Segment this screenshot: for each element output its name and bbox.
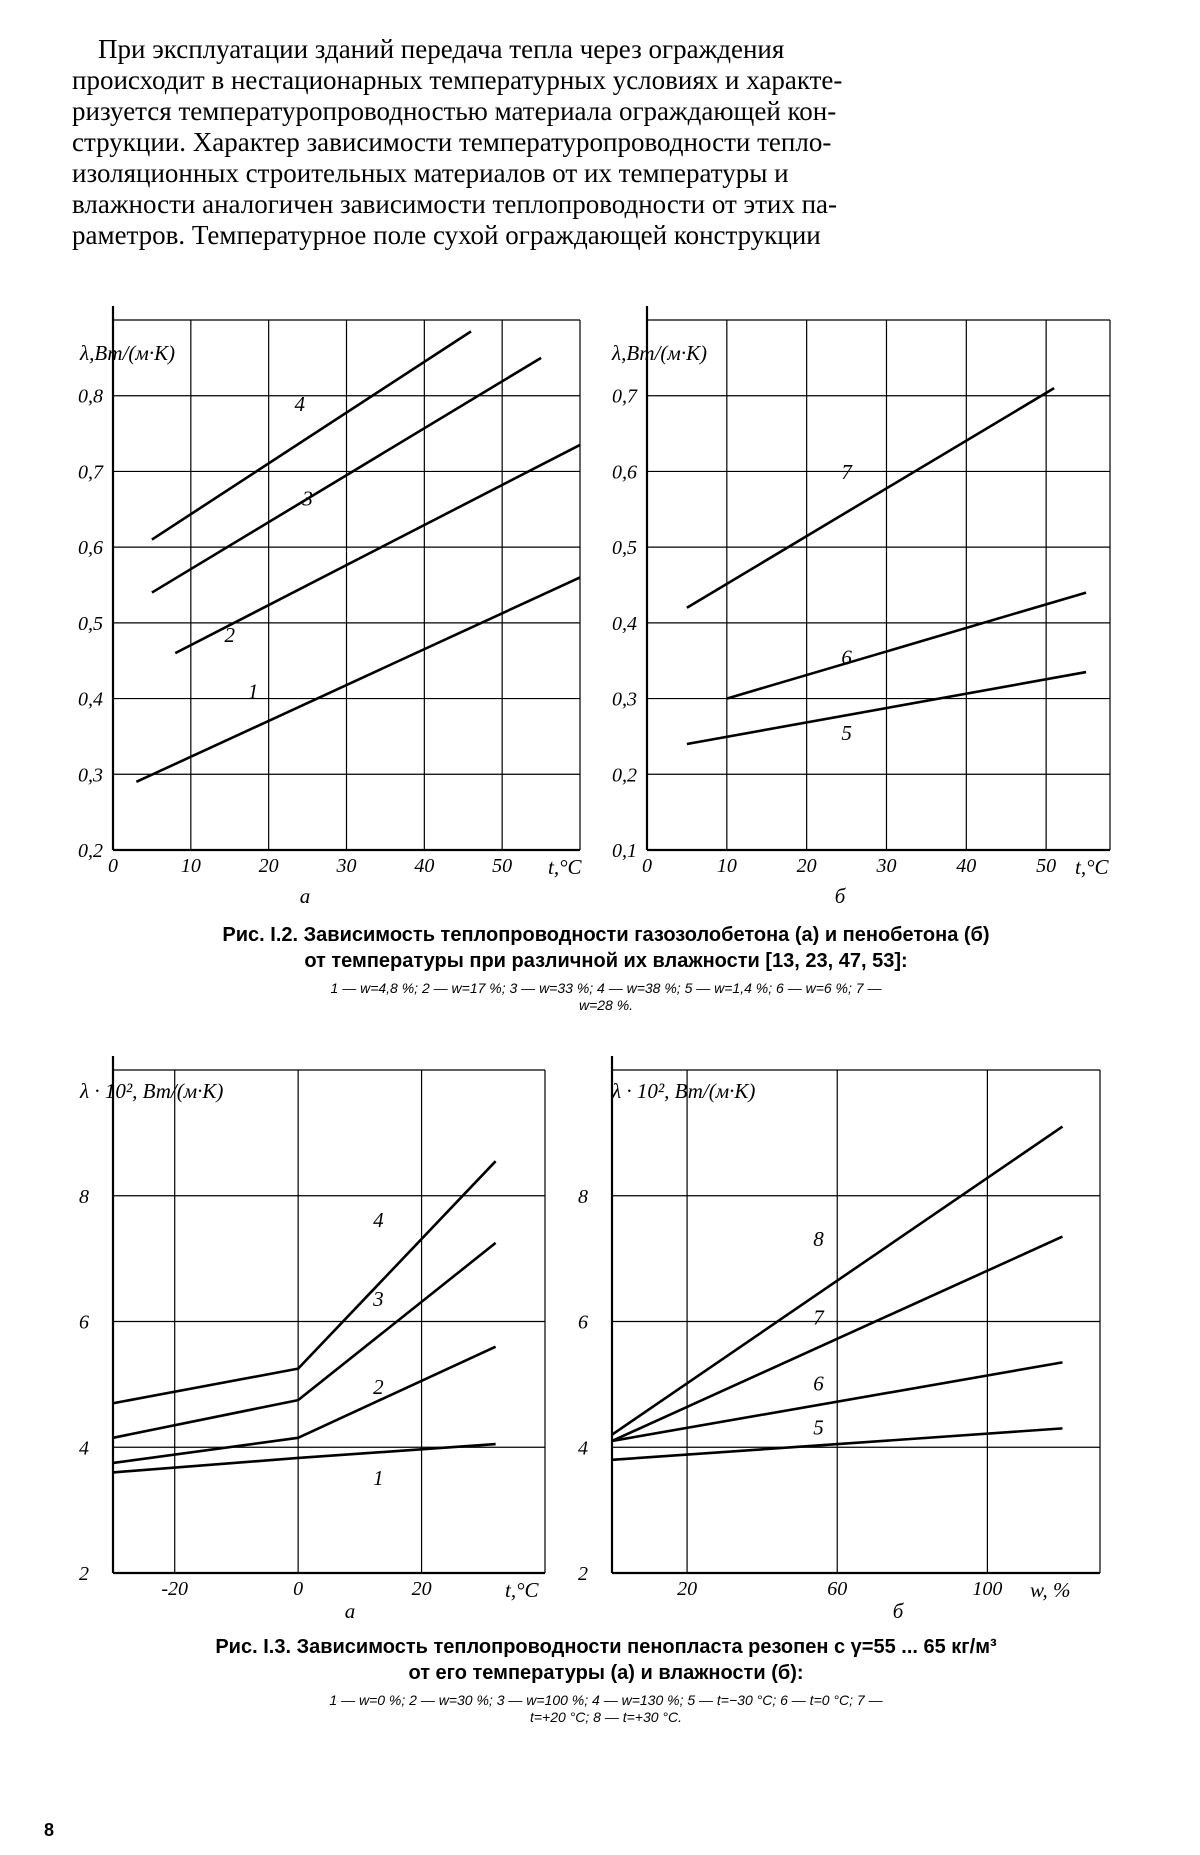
x-axis-label: t,°C	[505, 1578, 539, 1602]
series-label-7: 7	[813, 1305, 824, 1330]
x-axis-label: w, %	[1030, 1578, 1071, 1602]
figure2-caption-line2: от его температуры (а) и влажности (б):	[408, 1662, 804, 1684]
y-tick-label: 4	[578, 1437, 588, 1460]
y-tick-label: 8	[79, 1185, 89, 1208]
figure1-caption-line1: Рис. I.2. Зависимость теплопроводности газозолобетона (а) и пенобетона (б)	[222, 924, 990, 946]
y-tick-label: 0,5	[78, 612, 103, 635]
x-tick-label: 10	[180, 855, 201, 877]
paragraph-line: изоляционных строительных материалов от их температуры и	[72, 158, 789, 188]
panel-label: а	[299, 884, 311, 908]
figure2-legend	[66, 1692, 1146, 1726]
paragraph-line: При эксплуатации зданий передача тепла через ограждения	[98, 34, 785, 64]
series-label-2: 2	[224, 622, 235, 647]
x-tick-label: 100	[972, 1578, 1003, 1600]
x-axis-label: t,°C	[548, 855, 582, 879]
x-tick-label: 0	[642, 855, 652, 877]
x-tick-label: 0	[293, 1578, 304, 1600]
y-axis-label: λ · 10², Вт/(м·К)	[612, 1079, 756, 1103]
figure2-caption	[66, 1634, 1146, 1686]
y-axis-label: λ,Вт/(м·К)	[80, 341, 176, 365]
series-label-1: 1	[373, 1465, 384, 1490]
y-tick-label: 0,7	[612, 385, 637, 408]
paragraph-line: ризуется температуропроводностью материала ограждающей кон-	[72, 96, 837, 126]
x-tick-label: 40	[414, 855, 435, 877]
series-label-4: 4	[373, 1208, 384, 1233]
y-tick-label: 0,4	[78, 688, 103, 711]
panel-label: а	[344, 1599, 356, 1623]
x-tick-label: 50	[1036, 855, 1057, 877]
x-tick-label: 30	[336, 855, 357, 877]
figure1-caption-line2: от температуры при различной их влажности [13, 23, 47, 53]:	[304, 950, 908, 972]
x-tick-label: 0	[108, 855, 118, 877]
x-tick-label: 50	[492, 855, 513, 877]
series-label-6: 6	[813, 1371, 824, 1396]
y-tick-label: 0,1	[612, 840, 637, 862]
y-tick-label: 0,3	[78, 764, 103, 787]
paragraph-line: струкции. Характер зависимости температуропроводности тепло-	[72, 127, 832, 157]
series-label-8: 8	[813, 1227, 824, 1252]
y-tick-label: 0,7	[78, 461, 103, 484]
y-tick-label: 0,3	[612, 688, 637, 711]
series-label-1: 1	[247, 679, 259, 704]
paragraph-line: раметров. Температурное поле сухой ограждающей конструкции	[72, 220, 821, 250]
x-tick-label: 40	[956, 855, 977, 877]
y-tick-label: 2	[79, 1563, 89, 1585]
series-label-5: 5	[813, 1415, 824, 1440]
series-label-2: 2	[373, 1374, 384, 1399]
x-tick-label: 60	[827, 1578, 848, 1600]
y-tick-label: 0,6	[78, 537, 103, 560]
y-tick-label: 0,2	[612, 764, 637, 787]
y-tick-label: 2	[578, 1563, 588, 1585]
x-tick-label: 30	[876, 855, 897, 877]
y-tick-label: 0,2	[78, 840, 103, 862]
y-tick-label: 0,6	[612, 461, 637, 484]
page-number: 8	[44, 1820, 55, 1840]
series-label-5: 5	[841, 721, 852, 746]
x-tick-label: 10	[716, 855, 737, 877]
x-tick-label: 20	[258, 855, 279, 877]
y-tick-label: 6	[79, 1311, 89, 1334]
x-tick-label: 20	[677, 1578, 698, 1600]
y-tick-label: 0,4	[612, 612, 637, 635]
paragraph-line: влажности аналогичен зависимости теплопроводности от этих па-	[72, 189, 838, 219]
figure2-legend-line2: t=+20 °C; 8 — t=+30 °C.	[529, 1709, 683, 1725]
y-axis-label: λ,Вт/(м·К)	[612, 341, 708, 365]
panel-label: б	[834, 884, 846, 908]
x-tick-label: 20	[411, 1578, 432, 1600]
y-tick-label: 8	[578, 1185, 588, 1208]
y-tick-label: 4	[79, 1437, 89, 1460]
series-label-3: 3	[373, 1286, 384, 1311]
series-label-3: 3	[302, 486, 313, 511]
paragraph-line: происходит в нестационарных температурных условиях и характе-	[72, 65, 843, 95]
x-tick-label: -20	[161, 1578, 189, 1600]
x-axis-label: t,°C	[1075, 855, 1109, 879]
series-label-6: 6	[841, 645, 852, 670]
y-axis-label: λ · 10², Вт/(м·К)	[80, 1079, 224, 1103]
panel-label: б	[892, 1599, 904, 1623]
x-tick-label: 20	[796, 855, 817, 877]
figure1-legend-line2: w=28 %.	[578, 997, 634, 1013]
series-label-7: 7	[841, 460, 852, 484]
figure2-caption-line1: Рис. I.3. Зависимость теплопроводности пенопласта резопен с γ=55 ... 65 кг/м³	[215, 1636, 997, 1658]
figure1-legend-line1: 1 — w=4,8 %; 2 — w=17 %; 3 — w=33 %; 4 — w=38 %; 5 — w=1,4 %; 6 — w=6 %; 7 —	[330, 980, 882, 996]
y-tick-label: 0,5	[612, 537, 637, 560]
y-tick-label: 6	[578, 1311, 588, 1334]
series-label-4: 4	[294, 391, 306, 416]
figure2-legend-line1: 1 — w=0 %; 2 — w=30 %; 3 — w=100 %; 4 — w=130 %; 5 — t=−30 °C; 6 — t=0 °C; 7 —	[329, 1692, 883, 1708]
y-tick-label: 0,8	[78, 385, 103, 408]
